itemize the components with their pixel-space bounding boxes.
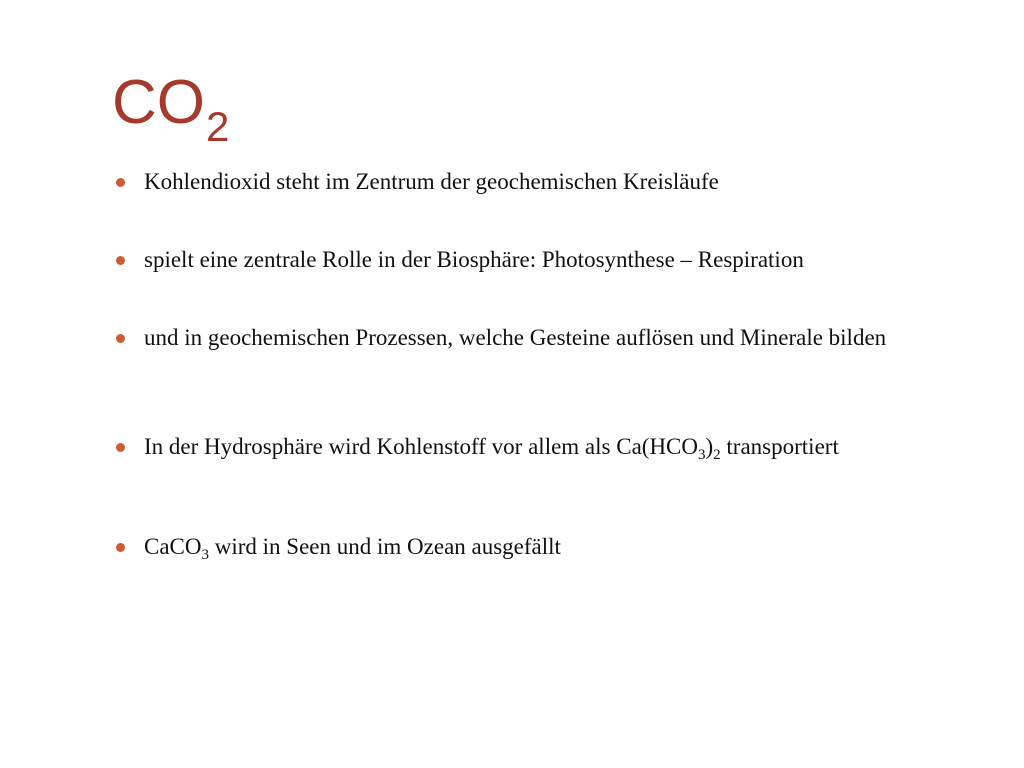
- bullet-item-1: [116, 167, 936, 197]
- slide-title-main: CO: [112, 68, 205, 137]
- bullet-item-5: [116, 532, 936, 562]
- bullet-item-4: [116, 432, 936, 462]
- bullet-text: [144, 167, 936, 197]
- bullet-text: [144, 532, 936, 562]
- bullet-text: [144, 323, 936, 353]
- text-run: wird in Seen und im Ozean ausgefällt: [209, 534, 561, 559]
- text-run: Kohlendioxid steht im Zentrum der geochemischen Kreisläufe: [144, 169, 719, 194]
- text-run: transportiert: [720, 434, 839, 459]
- subscript: 3: [698, 447, 706, 463]
- bullet-dot-icon: [116, 334, 125, 343]
- slide-title: [112, 68, 230, 150]
- subscript: 2: [713, 447, 721, 463]
- slide-title-subscript: 2: [206, 103, 230, 150]
- bullet-dot-icon: [116, 443, 125, 452]
- bullet-dot-icon: [116, 543, 125, 552]
- subscript: 3: [201, 547, 209, 563]
- bullet-text: [144, 245, 936, 275]
- bullet-dot-icon: [116, 256, 125, 265]
- bullet-item-2: [116, 245, 936, 275]
- text-run: ): [705, 434, 714, 459]
- bullet-text: [144, 432, 936, 462]
- text-run: und in geochemischen Prozessen, welche Gesteine auflösen und Minerale bilden: [144, 325, 887, 350]
- text-run: spielt eine zentrale Rolle in der Biosphäre: Photosynthese – Respiration: [144, 247, 804, 272]
- text-run: CaCO: [144, 534, 202, 559]
- text-run: In der Hydrosphäre wird Kohlenstoff vor allem als Ca(HCO: [144, 434, 698, 459]
- bullet-dot-icon: [116, 178, 125, 187]
- bullet-item-3: [116, 323, 936, 353]
